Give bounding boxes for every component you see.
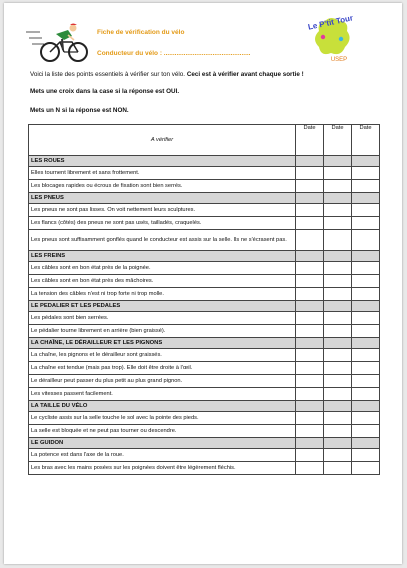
checklist-item-label: Les câbles sont en bon état près de la poignée. (29, 262, 296, 275)
date-check-cell (352, 438, 380, 449)
date-check-cell[interactable] (296, 412, 324, 425)
checklist-item-label: Les bras avec les mains posées sur les poignées doivent être légèrement fléchis. (29, 462, 296, 475)
checklist-item-label: Les blocages rapides ou écrous de fixation sont bien serrés. (29, 180, 296, 193)
date-check-cell (324, 338, 352, 349)
checklist-row (29, 275, 380, 288)
checklist-item-label: Les pneus sont suffisamment gonflés quand le conducteur est assis sur la selle. Ils ne s'écrasent pas. (29, 230, 296, 251)
section-row (29, 401, 380, 412)
checklist-row (29, 167, 380, 180)
date-check-cell[interactable] (324, 288, 352, 301)
date-check-cell[interactable] (296, 180, 324, 193)
date-check-cell[interactable] (296, 288, 324, 301)
date-check-cell[interactable] (352, 362, 380, 375)
date-check-cell[interactable] (352, 275, 380, 288)
date-check-cell[interactable] (296, 349, 324, 362)
checklist-row (29, 349, 380, 362)
date-check-cell (352, 401, 380, 412)
checklist-row (29, 449, 380, 462)
date-check-cell (296, 251, 324, 262)
date-check-cell[interactable] (324, 275, 352, 288)
date-check-cell (296, 338, 324, 349)
section-row (29, 156, 380, 167)
date-check-cell[interactable] (324, 375, 352, 388)
section-title: LE PEDALIER ET LES PEDALES (29, 301, 296, 312)
checklist-row (29, 412, 380, 425)
date-check-cell[interactable] (352, 288, 380, 301)
date-check-cell (296, 438, 324, 449)
date-check-cell[interactable] (296, 462, 324, 475)
date-check-cell (324, 438, 352, 449)
date-check-cell[interactable] (296, 375, 324, 388)
checklist-row (29, 388, 380, 401)
date-check-cell (296, 193, 324, 204)
section-row (29, 251, 380, 262)
checklist-item-label: La selle est bloquée et ne peut pas tourner ou descendre. (29, 425, 296, 438)
checklist-row (29, 217, 380, 230)
logo-sub-text: USEP (330, 57, 348, 63)
date-check-cell (296, 156, 324, 167)
checklist-item-label: La potence est dans l'axe de la roue. (29, 449, 296, 462)
section-title: LES FREINS (29, 251, 296, 262)
instruction-yes: Mets une croix dans la case si la réponse est OUI. (30, 88, 180, 95)
date-check-cell[interactable] (324, 262, 352, 275)
date-check-cell[interactable] (324, 412, 352, 425)
usep-logo-icon (301, 9, 363, 67)
date-check-cell[interactable] (352, 204, 380, 217)
date-check-cell[interactable] (296, 325, 324, 338)
date-check-cell (352, 193, 380, 204)
date-check-cell[interactable] (296, 167, 324, 180)
date-check-cell[interactable] (352, 312, 380, 325)
date-check-cell[interactable] (324, 462, 352, 475)
date-check-cell[interactable] (352, 349, 380, 362)
checklist-item-label: Elles tournent librement et sans frottement. (29, 167, 296, 180)
date-check-cell (296, 401, 324, 412)
date-check-cell[interactable] (352, 462, 380, 475)
checklist-row (29, 312, 380, 325)
date-check-cell[interactable] (324, 425, 352, 438)
date-check-cell[interactable] (296, 262, 324, 275)
checklist-row (29, 180, 380, 193)
date-check-cell[interactable] (352, 449, 380, 462)
checklist-item-label: Les vitesses passent facilement. (29, 388, 296, 401)
date-check-cell (352, 338, 380, 349)
checklist-row (29, 425, 380, 438)
date-check-cell (352, 301, 380, 312)
date-check-cell (352, 251, 380, 262)
date-check-cell[interactable] (296, 425, 324, 438)
document-title: Fiche de vérification du vélo (97, 29, 185, 36)
date-check-cell[interactable] (352, 262, 380, 275)
checklist-row (29, 362, 380, 375)
checklist-table (28, 124, 380, 475)
date-check-cell[interactable] (352, 167, 380, 180)
checklist-row (29, 288, 380, 301)
section-row (29, 438, 380, 449)
logo-text: Le P'tit Tour (307, 13, 354, 32)
date-check-cell[interactable] (352, 375, 380, 388)
date-check-cell[interactable] (324, 204, 352, 217)
checklist-item-label: Le cycliste assis sur la selle touche le sol avec la pointe des pieds. (29, 412, 296, 425)
section-title: LA CHAÎNE, LE DÉRAILLEUR ET LES PIGNONS (29, 338, 296, 349)
section-row (29, 193, 380, 204)
date-check-cell[interactable] (296, 217, 324, 230)
section-title: LES ROUES (29, 156, 296, 167)
date-check-cell[interactable] (324, 388, 352, 401)
section-row (29, 301, 380, 312)
date-header: Date (324, 125, 352, 156)
checklist-item-label: La tension des câbles n'est ni trop forte ni trop molle. (29, 288, 296, 301)
document-page (4, 3, 402, 564)
date-check-cell[interactable] (296, 312, 324, 325)
date-check-cell[interactable] (324, 362, 352, 375)
date-check-cell[interactable] (352, 412, 380, 425)
checklist-item-label: Les pédales sont bien serrées. (29, 312, 296, 325)
checklist-item-label: Les flancs (côtés) des pneus ne sont pas usés, tailladés, craquelés. (29, 217, 296, 230)
date-check-cell[interactable] (324, 349, 352, 362)
section-title: LA TAILLE DU VÉLO (29, 401, 296, 412)
driver-field-label: Conducteur du vélo : ................................................ (97, 50, 251, 57)
checklist-item-label: Le pédalier tourne librement en arrière (bien graissé). (29, 325, 296, 338)
date-check-cell[interactable] (324, 325, 352, 338)
date-check-cell (296, 301, 324, 312)
checklist-item-label: La chaîne, les pignons et le dérailleur sont graissés. (29, 349, 296, 362)
instruction-no: Mets un N si la réponse est NON. (30, 107, 129, 114)
checklist-row (29, 262, 380, 275)
date-check-cell[interactable] (296, 388, 324, 401)
checklist-item-label: Les pneus ne sont pas lisses. On voit nettement leurs sculptures. (29, 204, 296, 217)
date-check-cell[interactable] (324, 180, 352, 193)
date-check-cell[interactable] (324, 217, 352, 230)
date-check-cell (324, 156, 352, 167)
date-check-cell[interactable] (296, 449, 324, 462)
intro-line-1 (30, 71, 304, 78)
section-title: LE GUIDON (29, 438, 296, 449)
date-check-cell[interactable] (352, 180, 380, 193)
header (4, 3, 402, 65)
date-check-cell[interactable] (324, 230, 352, 251)
date-check-cell[interactable] (352, 325, 380, 338)
date-check-cell[interactable] (352, 230, 380, 251)
checklist-body (29, 156, 380, 475)
date-check-cell (324, 193, 352, 204)
date-check-cell (324, 301, 352, 312)
label-header: A vérifier (29, 125, 296, 156)
date-check-cell[interactable] (296, 362, 324, 375)
checklist-row (29, 462, 380, 475)
date-header: Date (352, 125, 380, 156)
date-header: Date (296, 125, 324, 156)
date-check-cell[interactable] (352, 388, 380, 401)
date-check-cell[interactable] (324, 312, 352, 325)
intro-plain-text: Voici la liste des points essentiels à vérifier sur ton vélo. (30, 71, 187, 78)
cyclist-illustration-icon (26, 22, 96, 64)
date-check-cell (324, 401, 352, 412)
section-title: LES PNEUS (29, 193, 296, 204)
date-check-cell[interactable] (324, 449, 352, 462)
checklist-row (29, 375, 380, 388)
date-check-cell[interactable] (352, 425, 380, 438)
checklist-row (29, 230, 380, 251)
checklist-item-label: La chaîne est tendue (mais pas trop). Elle doit être droite à l'œil. (29, 362, 296, 375)
date-check-cell[interactable] (324, 167, 352, 180)
date-check-cell (352, 156, 380, 167)
checklist-row (29, 325, 380, 338)
checklist-item-label: Le dérailleur peut passer du plus petit au plus grand pignon. (29, 375, 296, 388)
table-header-row (29, 125, 380, 156)
checklist-item-label: Les câbles sont en bon état près des mâchoires. (29, 275, 296, 288)
date-check-cell[interactable] (296, 275, 324, 288)
date-check-cell[interactable] (296, 230, 324, 251)
date-check-cell[interactable] (296, 204, 324, 217)
section-row (29, 338, 380, 349)
intro-bold-text: Ceci est à vérifier avant chaque sortie ! (186, 71, 304, 78)
checklist-row (29, 204, 380, 217)
date-check-cell[interactable] (352, 217, 380, 230)
date-check-cell (324, 251, 352, 262)
